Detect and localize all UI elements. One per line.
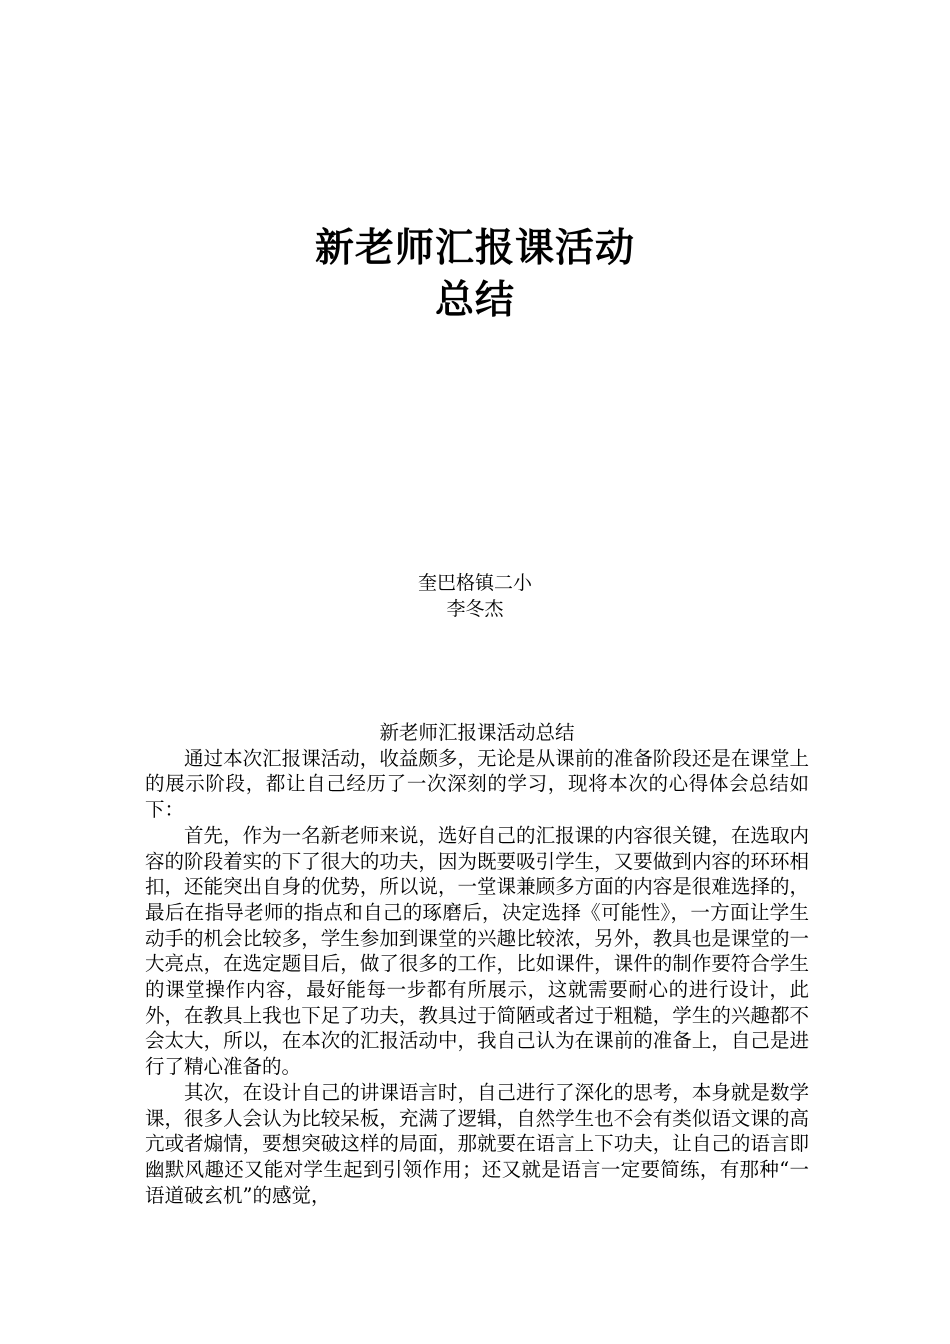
paragraph-second: 其次，在设计自己的讲课语言时，自己进行了深化的思考，本身就是数学课，很多人会认为比较呆板，充满了逻辑，自然学生也不会有类似语文课的高亢或者煽情，要想突破这样的局面，那就要在语言上下功夫，让自己的语言即幽默风趣还又能对学生起到引领作用；还又就是语言一定要简练，有那种“一语道破玄机”的感觉，	[145, 1080, 809, 1207]
author-info	[0, 570, 950, 622]
title-line-2: 总结	[434, 277, 515, 323]
document-title	[0, 222, 950, 326]
paragraph-intro: 通过本次汇报课活动，收益颇多，无论是从课前的准备阶段还是在课堂上的展示阶段，都让自己经历了一次深刻的学习，现将本次的心得体会总结如下：	[145, 746, 809, 822]
school-name: 奎巴格镇二小	[417, 572, 532, 594]
author-name: 李冬杰	[446, 598, 504, 620]
paragraph-first: 首先，作为一名新老师来说，选好自己的汇报课的内容很关键，在选取内容的阶段着实的下了很大的功夫，因为既要吸引学生，又要做到内容的环环相扣，还能突出自身的优势，所以说，一堂课兼顾多方面的内容是很难选择的，最后在指导老师的指点和自己的琢磨后，决定选择《可能性》，一方面让学生动手的机会比较多，学生参加到课堂的兴趣比较浓，另外，教具也是课堂的一大亮点，在选定题目后，做了很多的工作，比如课件，课件的制作要符合学生的课堂操作内容，最好能每一步都有所展示，这就需要耐心的进行设计，此外，在教具上我也下足了功夫，教具过于简陋或者过于粗糙，学生的兴趣都不会太大，所以，在本次的汇报活动中，我自己认为在课前的准备上，自己是进行了精心准备的。	[145, 823, 809, 1079]
document-body	[145, 720, 809, 1208]
title-line-1: 新老师汇报课活动	[314, 225, 635, 271]
body-heading: 新老师汇报课活动总结	[379, 721, 575, 744]
